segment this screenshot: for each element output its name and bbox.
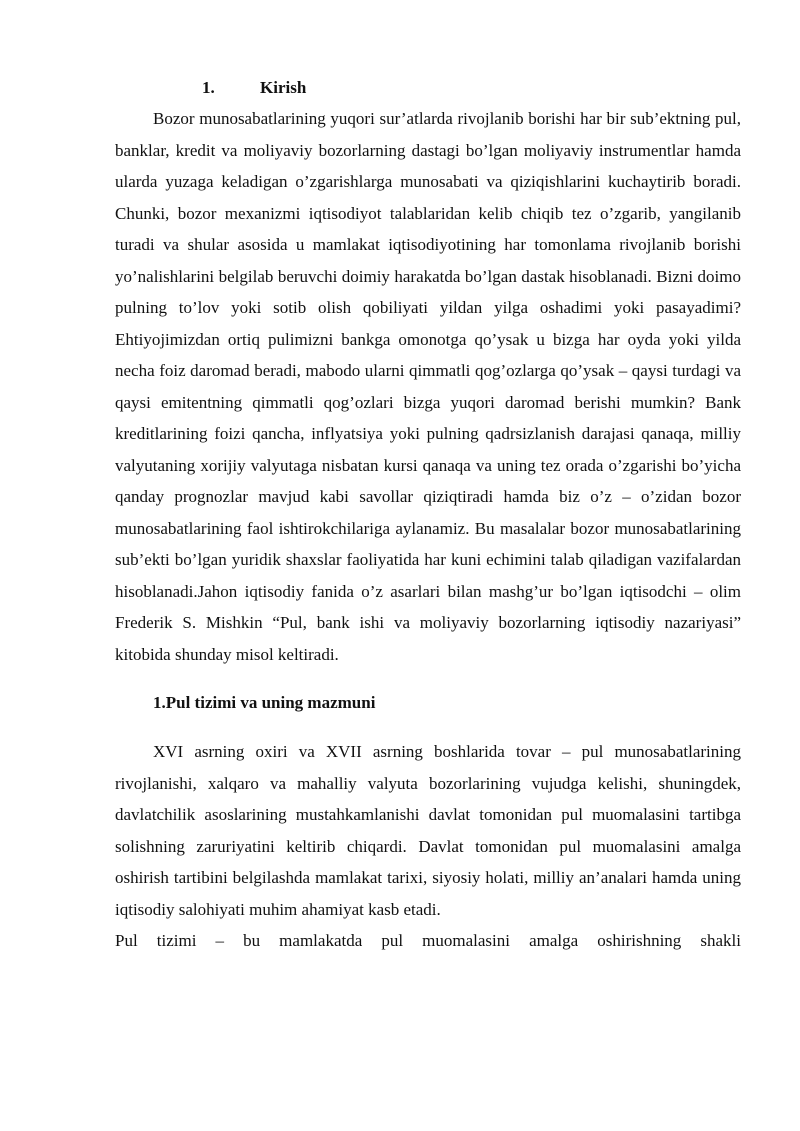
document-page (115, 76, 741, 957)
section-number: 1. (202, 78, 215, 97)
intro-paragraph: Bozor munosabatlarining yuqori sur’atlarda rivojlanib borishi har bir sub’ektning pul, banklar, kredit va moliyaviy bozorlarning dastagi bo’lgan moliyaviy instrumentlar hamda ularda yuzaga keladigan o’zgarishlarga munosabati va qiziqishlarini kuchaytirib boradi. Chunki, bozor mexanizmi iqtisodiyot talablaridan kelib chiqib tez o’zgarib, yangilanib turadi va shular asosida u mamlakat iqtisodiyotining har tomonlama rivojlanib borishi yo’nalishlarini belgilab beruvchi doimiy harakatda bo’lgan dastak hisoblanadi. Bizni doimo pulning to’lov yoki sotib olish qobiliyati yildan yilga oshadimi yoki pasayadimi? Ehtiyojimizdan ortiq pulimizni bankga omonotga qo’ysak u bizga har oyda yoki yilda necha foiz daromad beradi, mabodo ularni qimmatli qog’ozlarga qo’ysak – qaysi turdagi va qaysi emitentning qimmatli qog’ozlari bizga yuqori daromad berishi mumkin? Bank kreditlarining foizi qancha, inflyatsiya yoki pulning qadrsizlanish darajasi qanaqa, milliy valyutaning xorijiy valyutaga nisbatan kursi qanaqa va uning tez orada o’zgarishi bo’yicha qanday prognozlar mavjud kabi savollar qiziqtiradi hamda biz o’z – o’zidan bozor munosabatlarining faol ishtirokchilariga aylanamiz. Bu masalalar bozor munosabatlarining sub’ekti bo’lgan yuridik shaxslar faoliyatida har kuni echimini talab qiladigan vazifalardan hisoblanadi.Jahon iqtisodiy fanida o’z asarlari bilan mashg’ur bo’lgan iqtisodchi – olim Frederik S. Mishkin “Pul, bank ishi va moliyaviy bozorlarning iqtisodiy nazariyasi” kitobida shunday misol keltiradi. (115, 109, 741, 664)
section-heading-money-system: 1.Pul tizimi va uning mazmuni (153, 693, 376, 712)
section-heading-intro (115, 76, 741, 100)
money-system-paragraph: XVI asrning oxiri va XVII asrning boshlarida tovar – pul munosabatlarining rivojlanishi, xalqaro va mahalliy valyuta bozorlarining vujudga kelishi, shuningdek, davlatchilik asoslarining mustahkamlanishi davlat tomonidan pul muomalasini tartibga solishning zaruriyatini keltirib chiqardi. Davlat tomonidan pul muomalasini amalga oshirish tartibini belgilashda mamlakat tarixi, siyosiy holati, milliy an’analari hamda uning iqtisodiy salohiyati muhim ahamiyat kasb etadi. (115, 742, 741, 919)
section-title: Kirish (260, 78, 307, 97)
definition-paragraph: Pul tizimi – bu mamlakatda pul muomalasini amalga oshirishning shakli (115, 931, 741, 950)
